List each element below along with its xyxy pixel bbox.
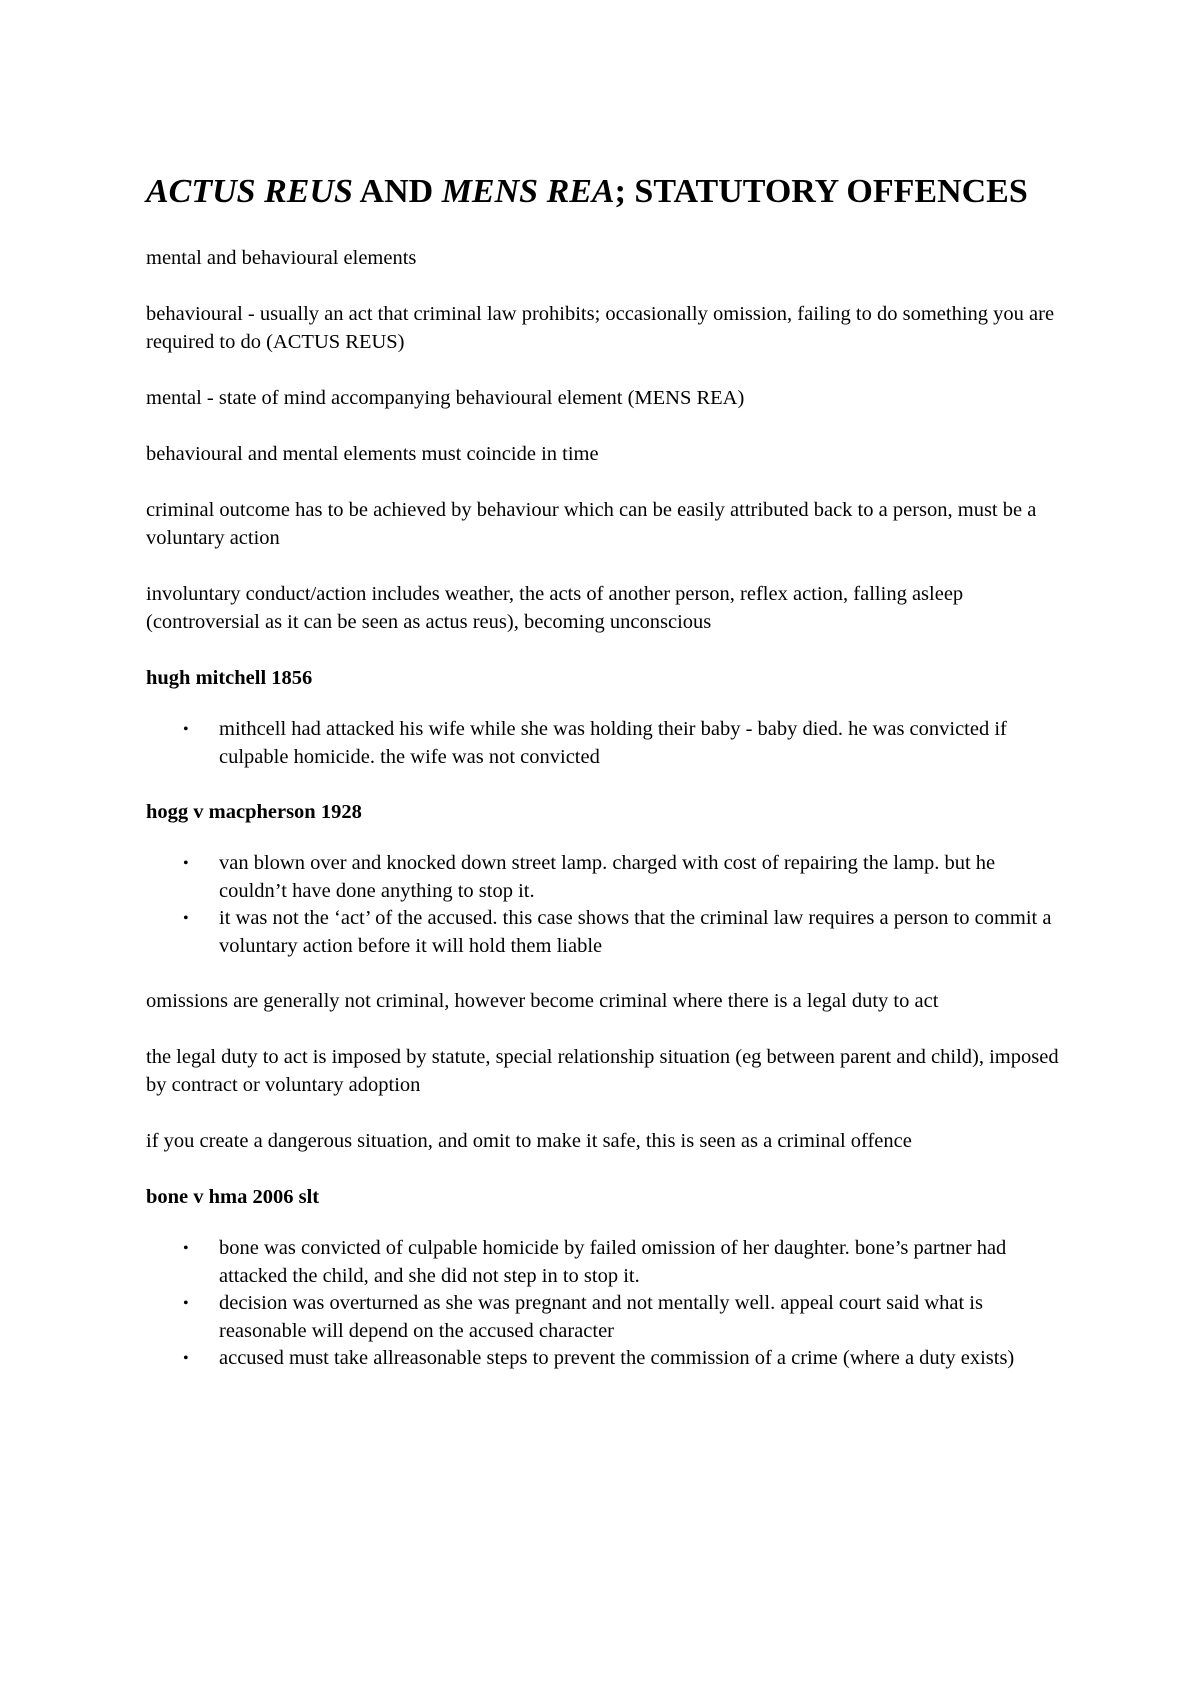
bullet-icon: • (183, 1295, 189, 1312)
list-item-text: accused must take allreasonable steps to prevent the commission of a crime (where a duty exists) (219, 1347, 1015, 1369)
bullet-list (146, 1235, 1066, 1373)
list-item-text: van blown over and knocked down street lamp. charged with cost of repairing the lamp. but he couldn’t have done anything to stop it. (219, 852, 996, 902)
paragraph: the legal duty to act is imposed by statute, special relationship situation (eg between parent and child), imposed by contract or voluntary adoption (146, 1046, 1059, 1096)
bullet-list (146, 850, 1066, 960)
bullet-list (146, 716, 1066, 771)
page-title (146, 170, 1066, 214)
title-statutory-offences: ; STATUTORY OFFENCES (614, 173, 1028, 210)
paragraph: omissions are generally not criminal, however become criminal where there is a legal duty to act (146, 990, 939, 1012)
list-item-text: it was not the ‘act’ of the accused. this case shows that the criminal law requires a person to commit a voluntary action before it will hold them liable (219, 907, 1052, 957)
list-item (146, 1235, 1066, 1290)
paragraph: mental - state of mind accompanying behavioural element (MENS REA) (146, 387, 745, 409)
title-actus-reus: ACTUS REUS (146, 173, 353, 210)
bullet-icon: • (183, 1240, 189, 1257)
paragraph: if you create a dangerous situation, and omit to make it safe, this is seen as a criminal offence (146, 1130, 912, 1152)
list-item-text: decision was overturned as she was pregnant and not mentally well. appeal court said what is reasonable will depend on the accused character (219, 1292, 983, 1342)
list-item (146, 850, 1066, 905)
list-item (146, 716, 1066, 771)
paragraph: mental and behavioural elements (146, 247, 417, 269)
list-item (146, 905, 1066, 960)
document-page (146, 170, 1066, 1400)
paragraph: involuntary conduct/action includes weather, the acts of another person, reflex action, falling asleep (controversial as it can be seen as actus reus), becoming unconscious (146, 583, 964, 633)
bullet-icon: • (183, 721, 189, 738)
list-item (146, 1290, 1066, 1345)
bullet-icon: • (183, 910, 189, 927)
list-item-text: mithcell had attacked his wife while she was holding their baby - baby died. he was convicted if culpable homicide. the wife was not convicted (219, 718, 1007, 768)
title-mens-rea: MENS REA (441, 173, 615, 210)
title-and: AND (352, 173, 442, 210)
case-heading-hugh-mitchell: hugh mitchell 1856 (146, 667, 313, 689)
list-item-text: bone was convicted of culpable homicide by failed omission of her daughter. bone’s partner had attacked the child, and she did not step in to stop it. (219, 1237, 1007, 1287)
case-heading-bone-v-hma: bone v hma 2006 slt (146, 1186, 320, 1208)
case-heading-hogg-v-macpherson: hogg v macpherson 1928 (146, 801, 362, 823)
list-item (146, 1345, 1066, 1373)
paragraph: criminal outcome has to be achieved by behaviour which can be easily attributed back to a person, must be a voluntary action (146, 499, 1037, 549)
bullet-icon: • (183, 1350, 189, 1367)
bullet-icon: • (183, 855, 189, 872)
paragraph: behavioural and mental elements must coincide in time (146, 443, 599, 465)
paragraph: behavioural - usually an act that criminal law prohibits; occasionally omission, failing to do something you are required to do (ACTUS REUS) (146, 303, 1055, 353)
